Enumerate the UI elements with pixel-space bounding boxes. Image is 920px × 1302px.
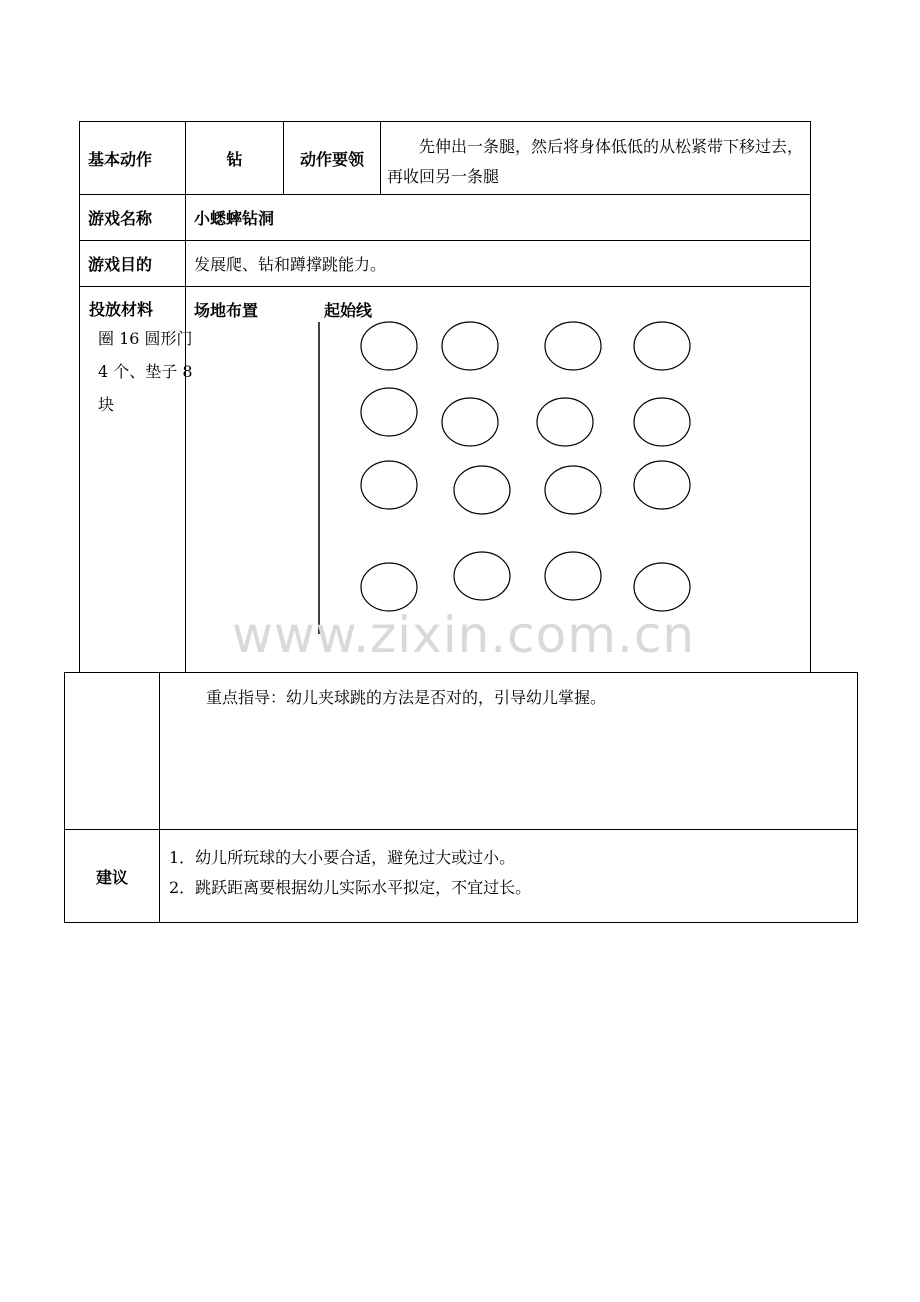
start-line-label: 起始线 xyxy=(324,301,373,320)
key-points-value: 先伸出一条腿，然后将身体低低的从松紧带下移过去，再收回另一条腿 xyxy=(381,122,811,195)
hoop-circle xyxy=(634,461,690,509)
game-goal-value: 发展爬、钻和蹲撑跳能力。 xyxy=(186,241,811,287)
guidance-text: 重点指导：幼儿夹球跳的方法是否对的，引导幼儿掌握。 xyxy=(160,673,858,830)
hoop-circle xyxy=(361,563,417,611)
hoop-circle xyxy=(545,466,601,514)
materials-label: 投放材料 xyxy=(89,300,154,319)
suggestion-item: 1．幼儿所玩球的大小要合适，避免过大或过小。 xyxy=(169,848,516,867)
game-name-value: 小蟋蟀钻洞 xyxy=(186,195,811,241)
hoop-circle xyxy=(545,552,601,600)
hoop-circle xyxy=(361,461,417,509)
game-name-label: 游戏名称 xyxy=(80,195,186,241)
basic-action-label: 基本动作 xyxy=(80,122,186,195)
hoop-circle xyxy=(537,398,593,446)
suggestions-cell xyxy=(160,830,858,923)
hoop-circle xyxy=(361,322,417,370)
hoop-circle xyxy=(361,388,417,436)
guidance-blank-cell xyxy=(65,673,160,830)
guidance-table xyxy=(64,672,858,923)
hoop-circle xyxy=(454,466,510,514)
materials-cell xyxy=(80,287,193,673)
hoop-circle xyxy=(545,322,601,370)
hoop-circle xyxy=(634,322,690,370)
game-goal-label: 游戏目的 xyxy=(80,241,186,287)
hoop-circle xyxy=(634,398,690,446)
watermark: www.zixin.com.cn xyxy=(232,606,696,664)
hoop-circle xyxy=(454,552,510,600)
hoop-circle xyxy=(442,322,498,370)
suggestion-item: 2．跳跃距离要根据幼儿实际水平拟定，不宜过长。 xyxy=(169,878,532,897)
key-points-label: 动作要领 xyxy=(284,122,381,195)
hoop-circle xyxy=(442,398,498,446)
layout-label: 场地布置 xyxy=(194,301,259,320)
basic-action-value: 钻 xyxy=(186,122,284,195)
hoop-circle xyxy=(634,563,690,611)
materials-value: 圈 16 圆形门 4 个、垫子 8 块 xyxy=(98,329,193,414)
activity-table xyxy=(79,121,811,673)
suggestions-label: 建议 xyxy=(65,830,160,923)
